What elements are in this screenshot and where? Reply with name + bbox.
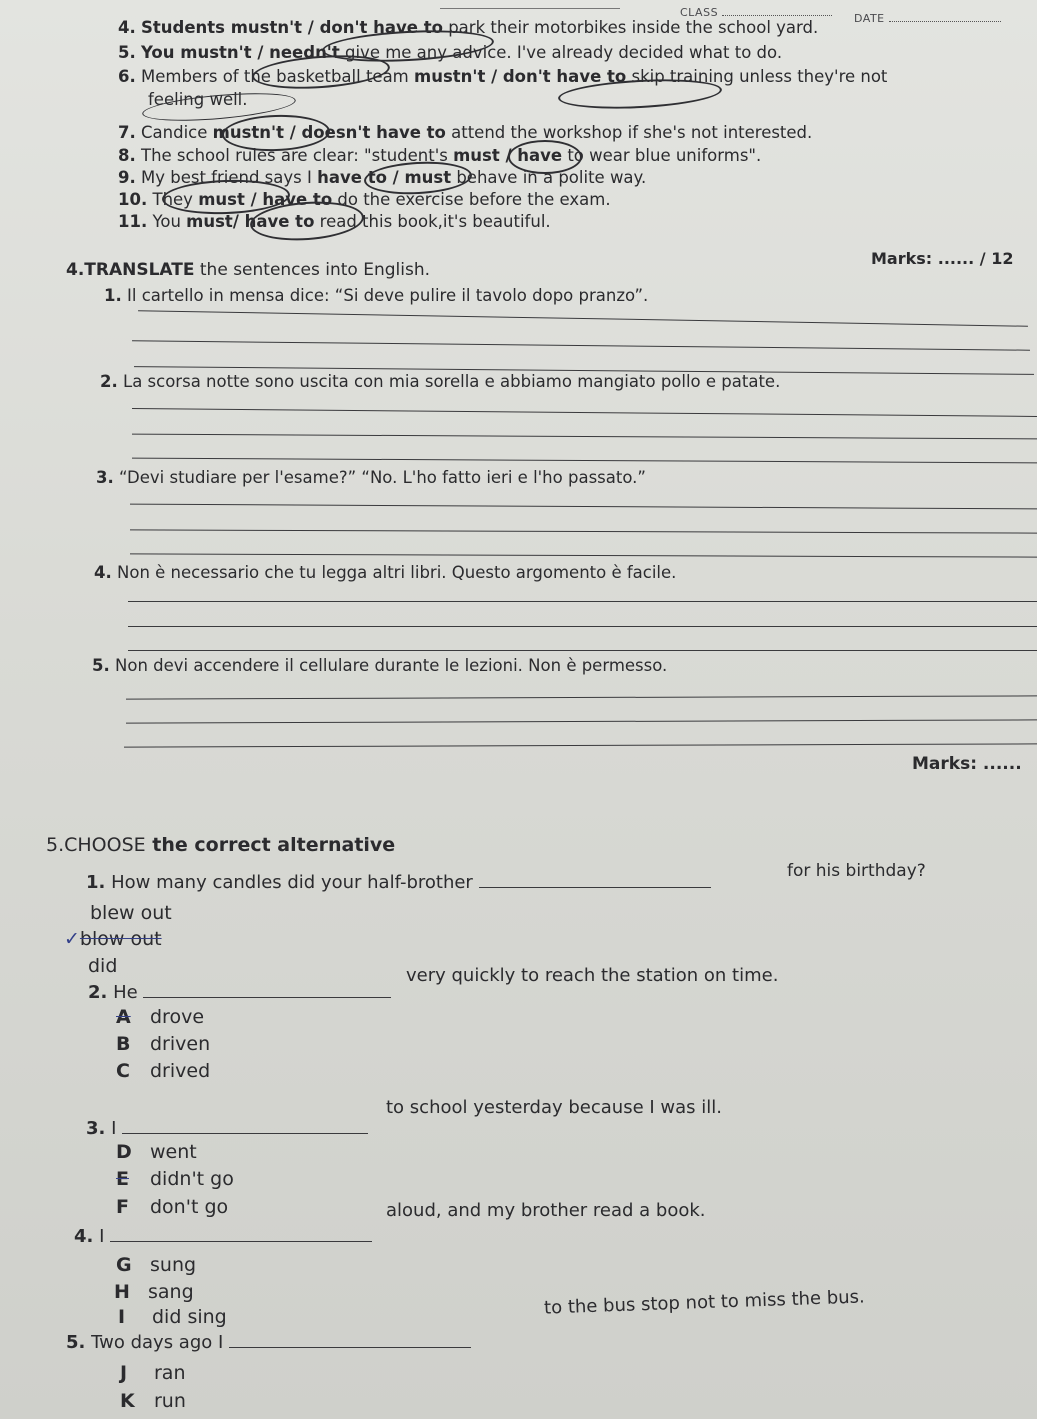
question-number: 1. [86, 872, 106, 893]
separator: / [251, 43, 270, 62]
question-number: 3. [86, 1118, 106, 1139]
section4-marks: Marks: ...... [912, 754, 1022, 774]
separator: / [244, 190, 263, 209]
option-blew-out[interactable]: blew out [90, 902, 172, 924]
choose-question-2 [88, 982, 391, 1003]
question-text: How many candles did your half-brother [111, 872, 473, 893]
answer-line[interactable] [124, 743, 1037, 747]
option-1[interactable]: have to [317, 168, 387, 187]
section4-title-rest: the sentences into English. [194, 260, 431, 280]
item-number: 4. [118, 18, 136, 37]
option-B[interactable] [116, 1033, 210, 1055]
separator: / [232, 212, 245, 231]
item-text: skip training unless they're not [626, 67, 888, 86]
answer-line[interactable] [132, 408, 1037, 417]
option-letter: H [114, 1281, 130, 1303]
separator: / [283, 123, 302, 142]
question-number: 4. [74, 1226, 94, 1247]
option-text: didn't go [150, 1168, 234, 1190]
item-number: 9. [118, 168, 136, 187]
option-D[interactable] [116, 1141, 197, 1163]
option-2[interactable]: have [517, 146, 563, 165]
option-blow-out[interactable] [64, 928, 162, 950]
question-5-ending: to the bus stop not to miss the bus. [543, 1286, 866, 1319]
answer-line[interactable] [130, 504, 1037, 510]
answer-blank[interactable] [479, 887, 711, 888]
option-1[interactable]: must [453, 146, 500, 165]
answer-blank[interactable] [143, 997, 391, 998]
item-text: give me any advice. I've already decided what to do. [339, 43, 783, 62]
answer-circle [508, 140, 582, 174]
option-text: went [150, 1141, 197, 1163]
option-text: drived [150, 1060, 211, 1082]
option-letter: E [116, 1168, 129, 1190]
option-letter: B [116, 1033, 131, 1055]
choose-question-3 [86, 1118, 368, 1139]
section4-title [66, 260, 430, 280]
option-1[interactable]: must [186, 212, 233, 231]
question-text: He [113, 982, 138, 1003]
answer-line[interactable] [132, 340, 1030, 350]
option-text: sang [148, 1281, 194, 1303]
class-blank[interactable] [722, 15, 832, 16]
option-letter: G [116, 1254, 132, 1276]
translate-sentence-5 [92, 656, 667, 675]
answer-line[interactable] [126, 695, 1037, 699]
option-1[interactable]: mustn't [414, 67, 486, 86]
section5-title-lead: 5.CHOOSE [46, 834, 146, 856]
sentence-number: 3. [96, 468, 114, 487]
option-A[interactable] [116, 1006, 204, 1028]
option-1[interactable]: mustn't [212, 123, 284, 142]
answer-line[interactable] [128, 650, 1037, 651]
option-text: blow out [79, 928, 162, 950]
answer-line[interactable] [128, 601, 1037, 602]
option-F[interactable] [116, 1196, 228, 1218]
answer-line[interactable] [128, 626, 1037, 627]
separator: / [302, 18, 320, 37]
date-field [854, 12, 1001, 25]
option-2[interactable]: have to [244, 212, 315, 231]
item-text: You [141, 43, 181, 62]
item-text: read this book,it's beautiful. [314, 212, 551, 231]
exercise-item-6 [118, 67, 887, 86]
answer-blank[interactable] [110, 1241, 372, 1242]
answer-line[interactable] [138, 310, 1028, 327]
translate-sentence-2 [100, 372, 780, 391]
answer-line[interactable] [130, 529, 1037, 533]
answer-line[interactable] [132, 458, 1037, 464]
option-letter: F [116, 1196, 129, 1218]
sentence-text: Non devi accendere il cellulare durante le lezioni. Non è permesso. [115, 656, 668, 675]
section5-title [46, 834, 395, 856]
item-number: 6. [118, 67, 136, 86]
section4-title-bold: 4.TRANSLATE [66, 260, 195, 280]
option-2[interactable]: don't have to [502, 67, 627, 86]
option-text: run [154, 1390, 186, 1412]
exercise-item-6-continued: feeling well. [148, 90, 248, 109]
question-4-ending: aloud, and my brother read a book. [386, 1200, 706, 1221]
option-text: sung [150, 1254, 197, 1276]
item-text: do the exercise before the exam. [332, 190, 611, 209]
option-text: drove [150, 1006, 205, 1028]
option-did[interactable]: did [88, 955, 118, 977]
sentence-text: Non è necessario che tu legga altri libri. Questo argomento è facile. [117, 563, 677, 582]
answer-line[interactable] [130, 553, 1037, 557]
item-text: Members of the basketball team [141, 67, 414, 86]
section3-marks: Marks: ...... / 12 [871, 249, 1014, 268]
item-text: Candice [141, 123, 213, 142]
item-text: You [152, 212, 187, 231]
sentence-text: “Devi studiare per l'esame?” “No. L'ho fatto ieri e l'ho passato.” [119, 468, 646, 487]
top-rule [440, 8, 620, 9]
option-letter: C [116, 1060, 130, 1082]
option-text: driven [150, 1033, 211, 1055]
option-E[interactable] [116, 1168, 234, 1190]
item-text: The school rules are clear: "student's [141, 146, 454, 165]
sentence-text: La scorsa notte sono uscita con mia sorella e abbiamo mangiato pollo e patate. [123, 372, 781, 391]
answer-line[interactable] [126, 719, 1037, 723]
question-1-ending: for his birthday? [787, 861, 926, 881]
option-2[interactable]: must [404, 168, 452, 187]
answer-blank[interactable] [122, 1133, 368, 1134]
item-number: 8. [118, 146, 136, 165]
check-mark-icon: ✓ [64, 928, 80, 950]
section5-title-rest: the correct alternative [145, 834, 396, 856]
question-2-ending: very quickly to reach the station on time. [406, 965, 779, 986]
option-1[interactable]: mustn't [180, 43, 252, 62]
option-C[interactable] [116, 1060, 210, 1082]
option-letter: A [116, 1006, 131, 1028]
option-letter: K [120, 1390, 135, 1412]
sentence-number: 4. [94, 563, 112, 582]
option-J[interactable] [120, 1362, 186, 1384]
sentence-text: Il cartello in mensa dice: “Si deve pulire il tavolo dopo pranzo”. [127, 286, 649, 305]
option-1[interactable]: must [198, 190, 245, 209]
choose-question-5 [66, 1332, 471, 1353]
separator: / [499, 146, 518, 165]
option-letter: I [118, 1306, 126, 1328]
option-2[interactable]: doesn't have to [301, 123, 446, 142]
translate-sentence-1 [104, 286, 648, 305]
item-text: Students [141, 18, 231, 37]
answer-blank[interactable] [229, 1347, 471, 1348]
item-number: 11. [118, 212, 148, 231]
question-text: I [111, 1118, 117, 1139]
option-letter: D [116, 1141, 132, 1163]
option-text: did sing [152, 1306, 227, 1328]
item-text: behave in a polite way. [451, 168, 647, 187]
option-I[interactable] [118, 1306, 227, 1328]
option-text: don't go [150, 1196, 229, 1218]
sentence-number: 1. [104, 286, 122, 305]
date-blank[interactable] [889, 21, 1001, 22]
item-text: park their motorbikes inside the school yard. [442, 18, 819, 37]
item-text: They [152, 190, 199, 209]
item-number: 7. [118, 123, 136, 142]
question-number: 5. [66, 1332, 86, 1353]
item-number: 10. [118, 190, 148, 209]
option-2[interactable]: have to [262, 190, 333, 209]
sentence-number: 2. [100, 372, 118, 391]
option-1[interactable]: mustn't [230, 18, 303, 37]
question-text: Two days ago I [91, 1332, 224, 1353]
date-label: DATE [854, 12, 885, 25]
item-text: to wear blue uniforms". [562, 146, 762, 165]
option-letter: J [120, 1362, 128, 1384]
item-text: attend the workshop if she's not interested. [445, 123, 813, 142]
item-number: 5. [118, 43, 136, 62]
option-G[interactable] [116, 1254, 196, 1276]
translate-sentence-3 [96, 468, 646, 487]
question-number: 2. [88, 982, 108, 1003]
question-text: I [99, 1226, 105, 1247]
option-H[interactable] [114, 1281, 194, 1303]
sentence-number: 5. [92, 656, 110, 675]
translate-sentence-4 [94, 563, 676, 582]
class-label: CLASS [680, 6, 719, 19]
item-text: My best friend says I [141, 168, 318, 187]
answer-line[interactable] [132, 434, 1037, 440]
choose-question-1 [86, 872, 711, 893]
option-text: ran [154, 1362, 186, 1384]
option-K[interactable] [120, 1390, 186, 1412]
separator: / [485, 67, 503, 86]
question-3-ending: to school yesterday because I was ill. [386, 1097, 722, 1118]
option-2[interactable]: don't have to [319, 18, 443, 37]
choose-question-4 [74, 1226, 372, 1247]
option-2[interactable]: needn't [269, 43, 340, 62]
separator: / [386, 168, 405, 187]
